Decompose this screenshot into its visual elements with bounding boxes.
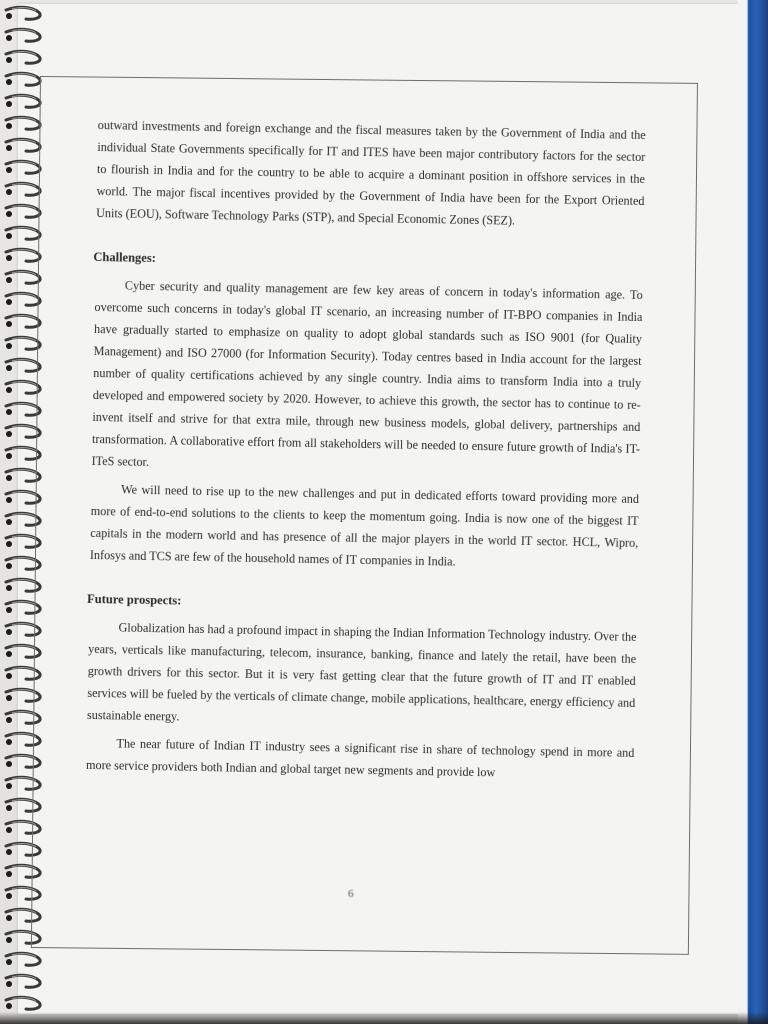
bottom-shadow — [0, 1012, 768, 1024]
future-heading: Future prospects: — [86, 591, 182, 608]
page-number: 6 — [348, 888, 354, 900]
spiral-coil — [6, 95, 40, 107]
spiral-coil — [6, 249, 40, 261]
spiral-coil — [6, 425, 40, 437]
spiral-coil — [6, 359, 40, 371]
spiral-coil — [6, 997, 40, 1009]
spiral-coil — [6, 51, 40, 63]
spiral-coil — [6, 381, 40, 393]
spiral-coil — [6, 293, 40, 305]
spiral-coil — [6, 447, 40, 459]
spiral-coil — [6, 403, 40, 415]
challenges-heading: Challenges: — [93, 249, 156, 266]
spiral-coil — [6, 315, 40, 327]
spiral-coil — [6, 29, 40, 41]
spiral-coil — [6, 7, 40, 19]
spiral-coil — [6, 117, 40, 129]
spiral-coil — [6, 161, 40, 173]
spiral-coil — [6, 73, 40, 85]
spiral-coil — [6, 975, 40, 987]
intro-paragraph: outward investments and foreign exchange and the fiscal measures taken by the Government of India and the individual State Governments specifically for IT and ITES have been major contributory factors for the sector to flourish in India and for the country to be able to acquire a dominant position in offshore services in the world. The major fiscal incentives provided by the Government of India have been for the Export Oriented Units (EOU), Software Technology Parks (STP), and Special Economic Zones (SEZ). — [96, 117, 646, 228]
binder-cover-edge — [738, 0, 768, 1024]
future-paragraph-1: Globalization has had a profound impact in shaping the Indian Information Technology industry. Over the years, verticals like manufacturing, telecom, insurance, banking, finance and lately the retail, have been the growth drivers for this sector. But it is very fast getting clear that the future growth of IT and IT enabled services will be fueled by the verticals of climate change, mobile applications, healthcare, energy efficiency and sustainable energy. — [86, 620, 637, 724]
future-paragraph-2: The near future of Indian IT industry sees a significant rise in share of technology spend in more and more service providers both Indian and global target new segments and provide low — [85, 736, 635, 780]
spiral-coil — [6, 953, 40, 965]
challenges-paragraph-2: We will need to rise up to the new challenges and put in dedicated efforts toward providing more and more of end-to-end solutions to the clients to keep the momentum going. India is now one of the biggest IT capitals in the modern world and has presence of all the major players in the world IT sector. HCL, Wipro, Infosys and TCS are few of the household names of IT companies in India. — [89, 482, 640, 569]
spiral-coil — [6, 139, 40, 151]
page-text — [86, 114, 646, 792]
spiral-coil — [6, 337, 40, 349]
spiral-coil — [6, 205, 40, 217]
spiral-coil — [6, 227, 40, 239]
spiral-coil — [6, 271, 40, 283]
challenges-paragraph-1: Cyber security and quality management are few key areas of concern in today's information age. To overcome such concerns in today's global IT scenario, an increasing number of IT-BPO companies in India have gradually started to emphasize on quality to adopt global standards such as ISO 9001 (for Quality Management) and ISO 27000 (for Information Security). Today centres based in India account for the largest number of quality certifications achieved by any single country. India aims to transform India into a truly developed and empowered society by 2020. However, to achieve this growth, the sector has to continue to re-invent itself and strive for that extra mile, through new business models, global delivery, partnerships and transformation. A collaborative effort from all stakeholders will be needed to ensure future growth of India's IT-ITeS sector. — [91, 278, 643, 469]
spiral-coil — [6, 183, 40, 195]
